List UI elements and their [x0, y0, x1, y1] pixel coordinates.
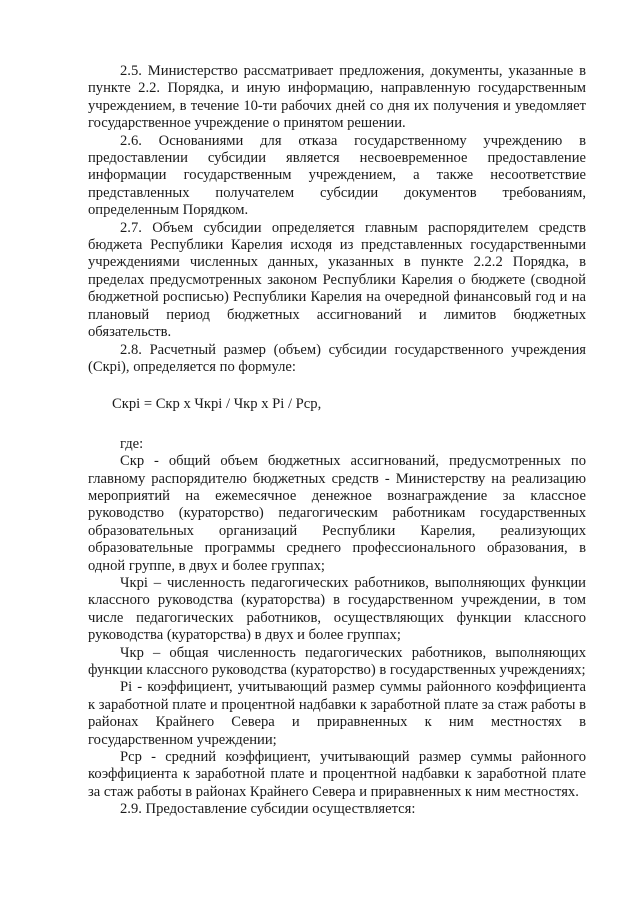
definition-rsr: Рср - средний коэффициент, учитывающий размер суммы районного коэффициента к заработной плате и процентной надбавки к заработной плате за стаж работы в районах Крайнего Севера и приравненных к ним местностях.: [88, 749, 586, 800]
paragraph-2-9: 2.9. Предоставление субсидии осуществляется:: [120, 801, 416, 818]
paragraph-2-5: 2.5. Министерство рассматривает предложения, документы, указанные в пункте 2.2. Порядка, и иную информацию, направленную государственным учреждением, в течение 10-ти рабочих дней со дня их получения и уведомляет государственное учреждение о принятом решении.: [88, 63, 586, 132]
paragraph-2-6: 2.6. Основаниями для отказа государственному учреждению в предоставлении субсидии является несвоевременное предоставление информации государственным учреждением, а также несоответствие представленных получателем субсидии документов требованиям, определенным Порядком.: [88, 132, 586, 219]
formula-where-label: где:: [120, 435, 144, 452]
definition-skr: Скр - общий объем бюджетных ассигнований, предусмотренных по главному распорядителю бюджетных средств - Министерству на реализацию мероприятий на ежемесячное денежное вознаграждение за классное руководство (кураторство) педагогическим работникам государственных образовательных организаций Республики Карелия, реализующих образовательные программы среднего профессионального образования, в одной группе, в двух и более группах;: [88, 453, 586, 574]
formula: Скрi = Скр х Чкрi / Чкр х Рi / Рср,: [112, 396, 322, 413]
paragraph-2-8: 2.8. Расчетный размер (объем) субсидии государственного учреждения (Скрi), определяется по формуле:: [88, 341, 586, 375]
definition-ri: Рi - коэффициент, учитывающий размер суммы районного коэффициента к заработной плате и процентной надбавки к заработной плате за стаж работы в районах Крайнего Севера и приравненных к ним местностях в государственном учреждении;: [88, 679, 586, 748]
definition-chkri: Чкрi – численность педагогических работников, выполняющих функции классного руководства (кураторства) в государственном учреждении, в том числе педагогических работников, осуществляющих функции классного руководства (кураторства) в двух и более группах;: [88, 574, 586, 644]
paragraph-2-7: 2.7. Объем субсидии определяется главным распорядителем средств бюджета Республики Карелия исходя из представленных государственными учреждениями численных данных, указанных в пункте 2.2.2 Порядка, в пределах предусмотренных законом Республики Карелия о бюджете (сводной бюджетной росписью) Республики Карелия на очередной финансовый год и на плановый период бюджетных ассигнований и лимитов бюджетных обязательств.: [88, 219, 586, 341]
definition-chkr: Чкр – общая численность педагогических работников, выполняющих функции классного руководства (кураторство) в государственных учреждениях;: [88, 644, 586, 678]
